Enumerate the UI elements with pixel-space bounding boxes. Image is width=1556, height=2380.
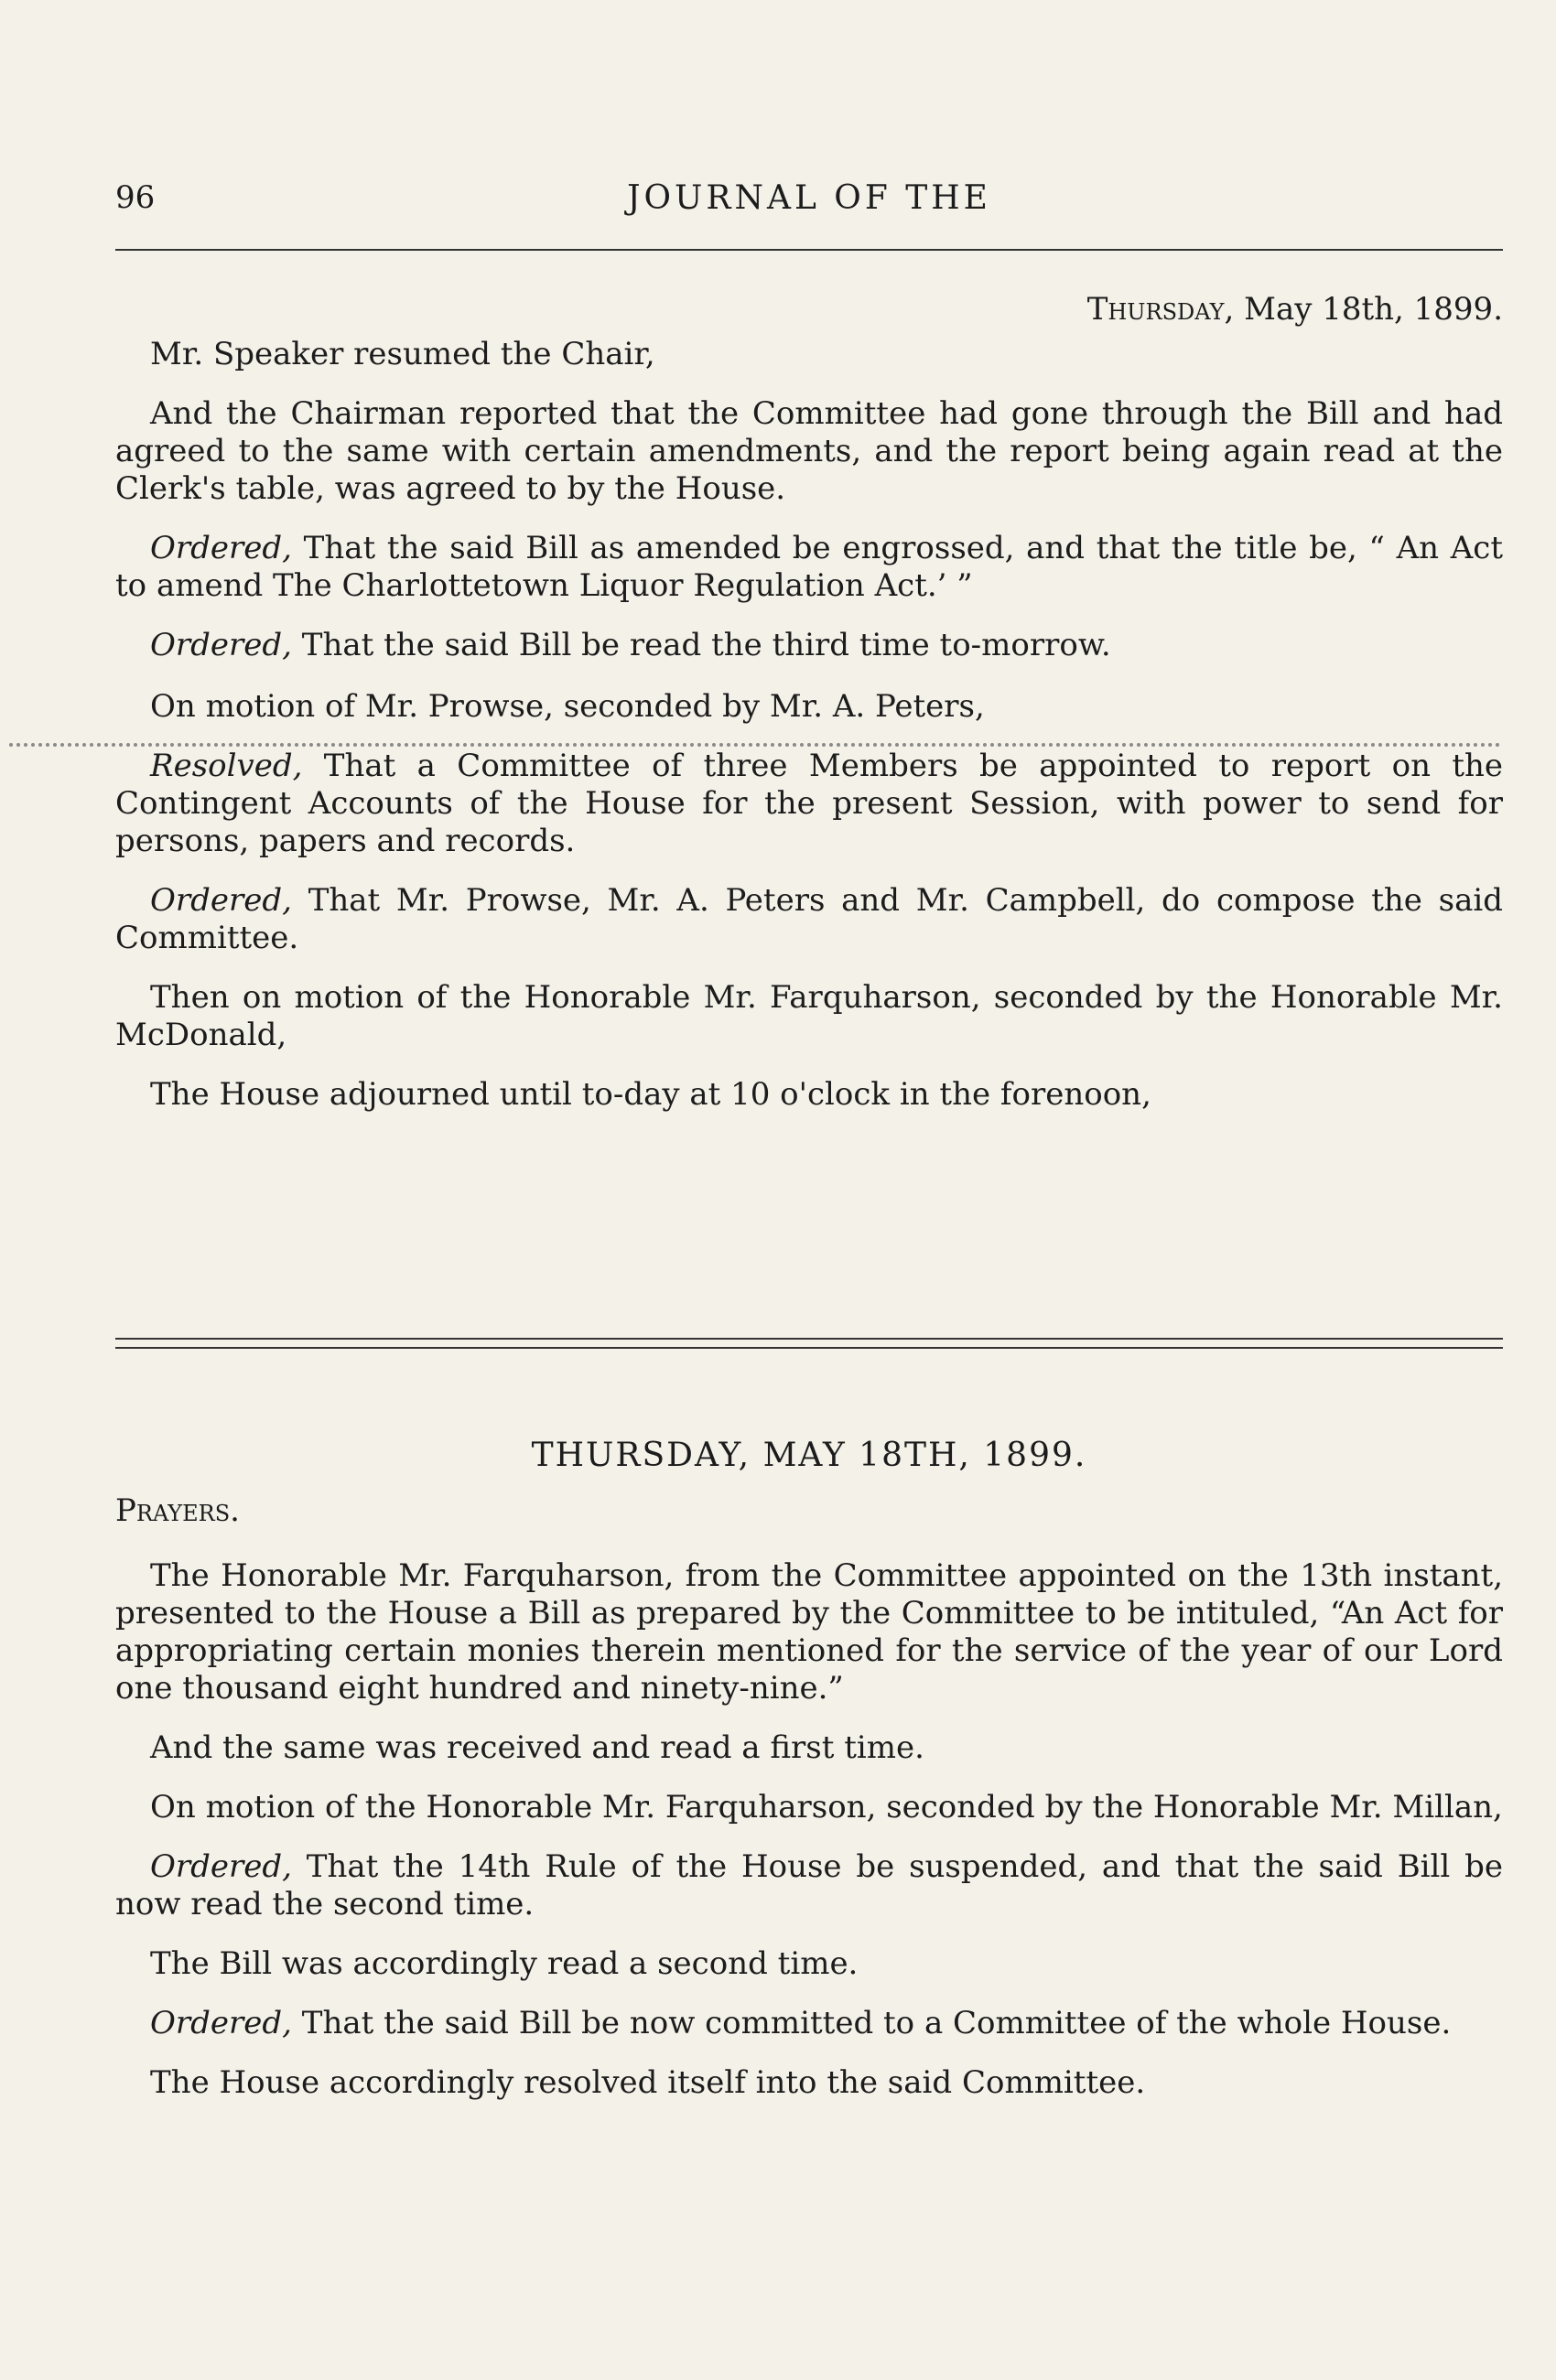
page-header [115,179,1503,234]
paragraph: The Honorable Mr. Farquharson, from the Committee appointed on the 13th instant, presented to the House a Bill as prepared by the Committee to be intituled, “An Act for appropriating certain monies therein mentioned for the service of the year of our Lord one thousand eight hundred and ninety-nine.” [115,1557,1503,1707]
paragraph: Then on motion of the Honorable Mr. Farquharson, seconded by the Honorable Mr. McDonald, [115,979,1503,1053]
resolution-lead: Resolved, [150,748,303,784]
resolution-text: That a Committee of three Members be appointed to report on the Contingent Accounts of the House for the present Session, with power to send for persons, papers and records. [115,748,1504,859]
order-text: That the 14th Rule of the House be suspended, and that the said Bill be now read the second time. [115,1848,1504,1922]
section-divider [115,1338,1503,1349]
section-morning-sitting [115,1437,1503,2102]
dateline [115,291,1503,328]
order-lead: Ordered, [150,882,292,919]
order-text: That the said Bill as amended be engrossed, and that the title be, “ An Act to amend The Charlottetown Liquor Regulation Act.’ ” [115,530,1503,604]
order-lead: Ordered, [150,2005,292,2041]
section-evening-sitting [115,291,1503,1114]
paragraph: The House adjourned until to-day at 10 o'clock in the forenoon, [150,1076,1151,1113]
order-text: That the said Bill be read the third time to-morrow. [301,627,1111,663]
prayers-label: Prayers. [115,1492,240,1529]
paragraph: The House accordingly resolved itself into the said Committee. [150,2064,1146,2101]
order-text: That Mr. Prowse, Mr. A. Peters and Mr. Campbell, do compose the said Committee. [115,882,1503,956]
dotted-separator [9,743,1501,761]
paragraph: On motion of the Honorable Mr. Farquharson, seconded by the Honorable Mr. Millan, [150,1789,1503,1825]
paragraph: On motion of Mr. Prowse, seconded by Mr. A. Peters, [150,688,985,725]
dateline-date: May 18th, 1899. [1244,291,1503,328]
resolution-paragraph [115,748,1503,860]
order-paragraph [115,2005,1503,2042]
paragraph: And the same was received and read a first time. [150,1729,924,1766]
order-paragraph [115,882,1503,957]
paragraph: And the Chairman reported that the Committee had gone through the Bill and had agreed to the same with certain amendments, and the report being again read at the Clerk's table, was agreed to by the House. [115,395,1503,507]
order-paragraph [115,627,1503,664]
order-paragraph [115,1848,1503,1923]
order-paragraph [115,530,1503,605]
dateline-day: Thursday, [1086,291,1235,328]
section-heading: THURSDAY, MAY 18TH, 1899. [531,1437,1087,1474]
order-text: That the said Bill be now committed to a Committee of the whole House. [301,2005,1452,2041]
paragraph: Mr. Speaker resumed the Chair, [150,336,655,372]
order-lead: Ordered, [150,530,292,566]
header-rule [115,249,1503,251]
paragraph: The Bill was accordingly read a second time. [150,1945,859,1982]
order-lead: Ordered, [150,1848,292,1885]
running-title: JOURNAL OF THE [627,179,991,217]
page-number: 96 [115,179,156,216]
order-lead: Ordered, [150,627,292,663]
